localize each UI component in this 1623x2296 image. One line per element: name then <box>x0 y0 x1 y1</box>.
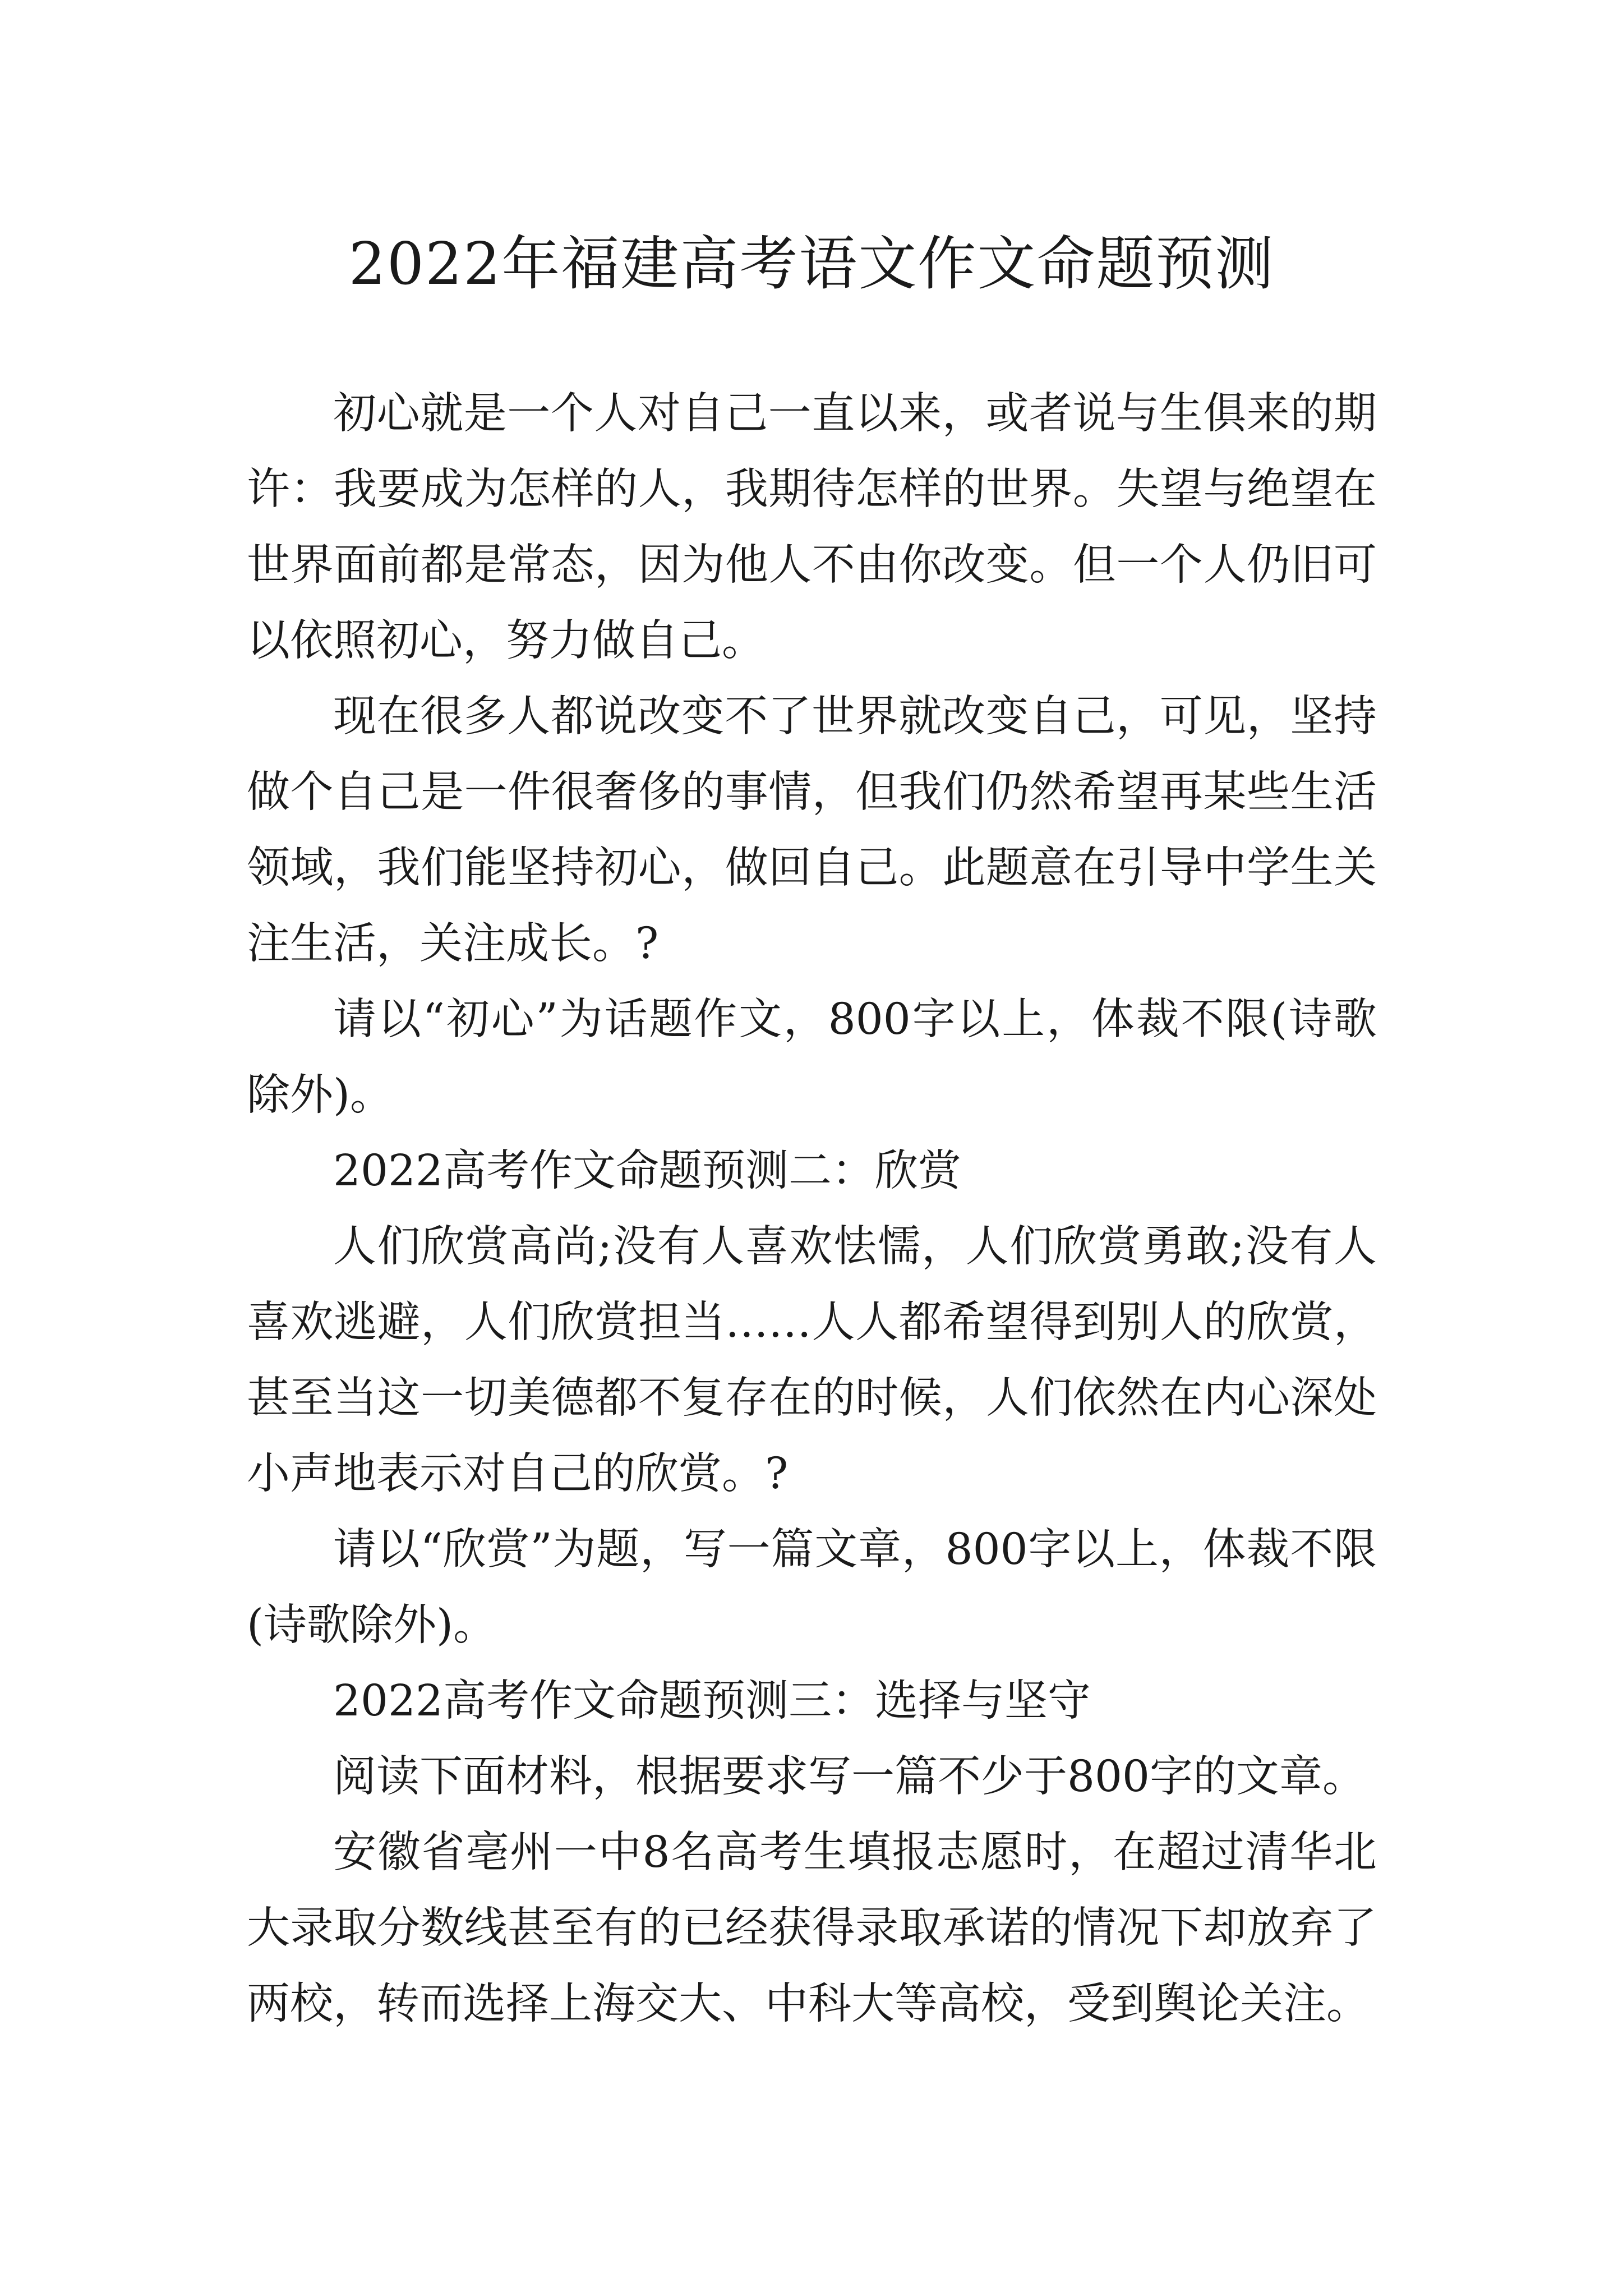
paragraph-chuxin-prompt: 请以“初心”为话题作文，800字以上，体裁不限(诗歌除外)。 <box>247 995 1377 1120</box>
paragraph-appreciation-material: 人们欣赏高尚;没有人喜欢怯懦，人们欣赏勇敢;没有人喜欢逃避，人们欣赏担当……人人都希望得到别人的欣赏，甚至当这一切美德都不复存在的时候，人们依然在内心深处小声地表示对自己的欣赏。? <box>247 1222 1377 1499</box>
document-title: 2022年福建高考语文作文命题预测 <box>348 229 1275 298</box>
paragraph-appreciation-prompt: 请以“欣赏”为题，写一篇文章，800字以上，体裁不限(诗歌除外)。 <box>247 1525 1377 1650</box>
paragraph-chuxin-definition: 初心就是一个人对自己一直以来，或者说与生俱来的期许：我要成为怎样的人，我期待怎样的世界。失望与绝望在世界面前都是常态，因为他人不由你改变。但一个人仍旧可以依照初心，努力做自己。 <box>247 389 1377 666</box>
section-heading-choice: 2022高考作文命题预测三：选择与坚守 <box>333 1676 1091 1726</box>
paragraph-chuxin-reflection: 现在很多人都说改变不了世界就改变自己，可见，坚持做个自己是一件很奢侈的事情，但我们仍然希望再某些生活领域，我们能坚持初心，做回自己。此题意在引导中学生关注生活，关注成长。? <box>247 692 1377 969</box>
paragraph-choice-instruction: 阅读下面材料，根据要求写一篇不少于800字的文章。 <box>333 1752 1366 1802</box>
section-heading-appreciation: 2022高考作文命题预测二：欣赏 <box>333 1146 961 1196</box>
document-body <box>247 376 1377 2042</box>
paragraph-choice-material: 安徽省亳州一中8名高考生填报志愿时，在超过清华北大录取分数线甚至有的已经获得录取承诺的情况下却放弃了两校，转而选择上海交大、中科大等高校，受到舆论关注。 <box>247 1828 1377 2029</box>
